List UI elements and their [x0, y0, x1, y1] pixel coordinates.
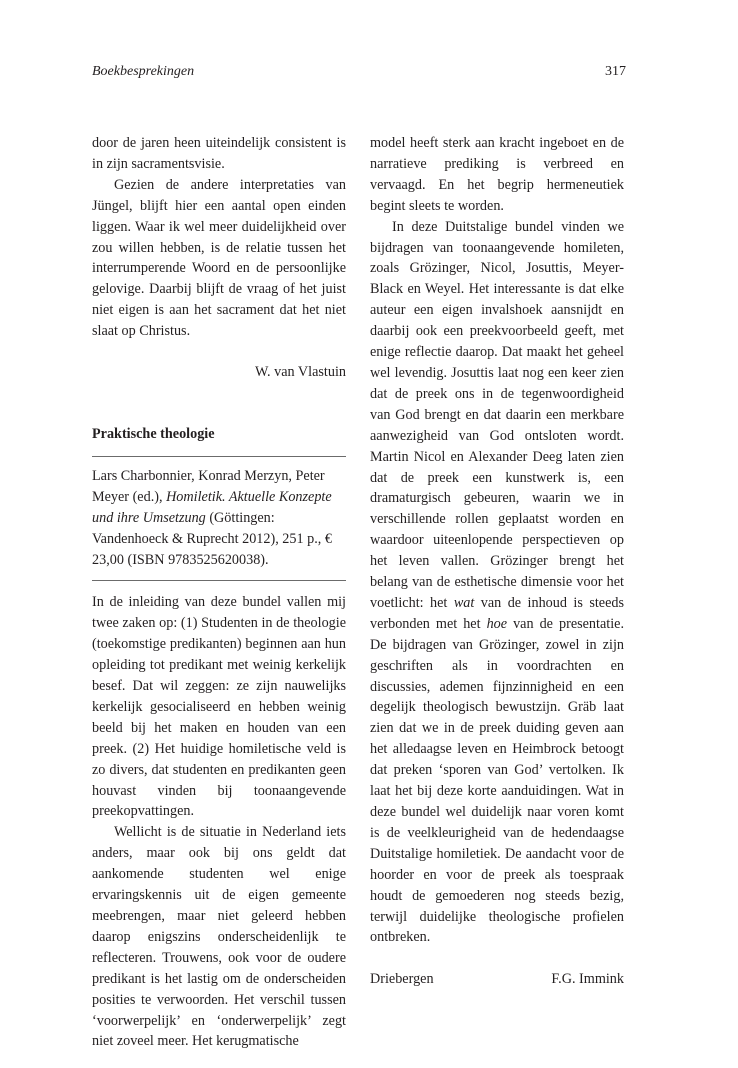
right-column [370, 133, 624, 990]
text-run: van de presentatie. De bijdragen van Grözinger, zowel in zijn geschriften als in voordrachten en discussies, ademen fijnzinnigheid en een degelijk theologisch bewustzijn. Gräb laat zien dat we in de preek duiding geven aan het alledaagse leven en Heimbrock betoogt dat preken ‘sporen van God’ vertolken. Ik laat het bij deze korte aanduidingen. Wat in deze bundel wel duidelijk naar voren komt is de veelkleurigheid van de hedendaagse Duitstalige homiletiek. De aandacht voor de hoorder en voor de preek als toespraak houdt de gemoederen nog steeds bezig, terwijl duidelijke theologische profielen ontbreken. [370, 615, 624, 946]
review-signature: F.G. Immink [551, 971, 624, 988]
biblio-details: (Göttingen: Vandenhoeck & Ruprecht 2012), 251 p., € 23,00 (ISBN 9783525620038). [92, 509, 332, 568]
biblio-title: Homiletik. Aktuelle Konzepte und ihre Umsetzung [92, 488, 332, 526]
section-heading: Praktische theologie [92, 425, 215, 442]
text-run: van de inhoud is steeds verbonden met het [370, 594, 625, 632]
paragraph: model heeft sterk aan kracht ingeboet en de narratieve prediking is verbreed en vervaagd. En het begrip hermeneutiek begint sleets te worden. [370, 135, 624, 214]
biblio-authors: Lars Charbonnier, Konrad Merzyn, Peter Meyer (ed.), [92, 467, 325, 505]
emphasis: wat [453, 594, 475, 611]
text-run: In deze Duitstalige bundel vinden we bijdragen van toonaangevende homileten, zoals Grözinger, Nicol, Josuttis, Meyer-Black en Weyel. Het interessante is dat elke auteur een eigen invalshoek aansnijdt en daarbij ook een preekvoorbeeld geeft, met enige reflectie daarop. Dat maakt het geheel wel levendig. Josuttis laat nog een keer zien dat de preek ons in de tegenwoordigheid van God brengt en dat daarin een merkbare aanwezigheid van God ontsloten wordt. Martin Nicol en Alexander Deeg laten zien dat de preek een kunstwerk is, een dramaturgisch gebeuren, waarin we in verschillende rollen geplaatst worden en waardoor uiteenlopende perspectieven op het leven vallen. Grözinger brengt het belang van de esthetische dimensie voor het voetlicht: het [370, 218, 624, 611]
paragraph [370, 217, 624, 949]
divider [92, 456, 346, 457]
signoff [370, 969, 624, 990]
divider [92, 580, 346, 581]
page-number: 317 [605, 64, 626, 79]
paragraph: Gezien de andere interpretaties van Jüngel, blijft hier een aantal open einden liggen. Waar ik wel meer duidelijkheid over zou willen hebben, is de relatie tussen het interrumperende Woord en de persoonlijke gelovige. Daarbij blijft de vraag of het juist niet eigen is aan het sacrament dat het niet slaat op Christus. [92, 176, 346, 340]
paragraph: Wellicht is de situatie in Nederland iets anders, maar ook bij ons geldt dat aankomende studenten wel enige ervaringskennis uit de eigen gemeente meebrengen, maar niet geleerd hebben daarop enigszins onderscheidenlijk te reflecteren. Trouwens, ook voor de oudere predikant is het lastig om de onderscheiden posities te verwoorden. Het verschil tussen ‘voorwerpelijk’ en ‘onderwerpelijk’ zegt niet zoveel meer. Het kerugmatische [92, 824, 346, 1050]
left-column [92, 133, 346, 1052]
running-title: Boekbesprekingen [92, 64, 195, 79]
emphasis: hoe [486, 615, 508, 632]
place: Driebergen [370, 971, 434, 988]
review-signature: W. van Vlastuin [254, 364, 346, 381]
paragraph: door de jaren heen uiteindelijk consistent is in zijn sacramentsvisie. [92, 135, 346, 172]
bibliographic-entry [92, 466, 346, 571]
paragraph: In de inleiding van deze bundel vallen mij twee zaken op: (1) Studenten in de theologie (toekomstige predikanten) beginnen aan hun opleiding tot predikant met weinig kerkelijk besef. Dat wil zeggen: ze zijn nauwelijks kerkelijk gesocialiseerd en hebben weinig beeld bij het maken en houden van een preek. (2) Het huidige homiletische veld is zo divers, dat studenten en predikanten geen houvast vinden bij toonaangevende preekopvattingen. [92, 594, 346, 820]
